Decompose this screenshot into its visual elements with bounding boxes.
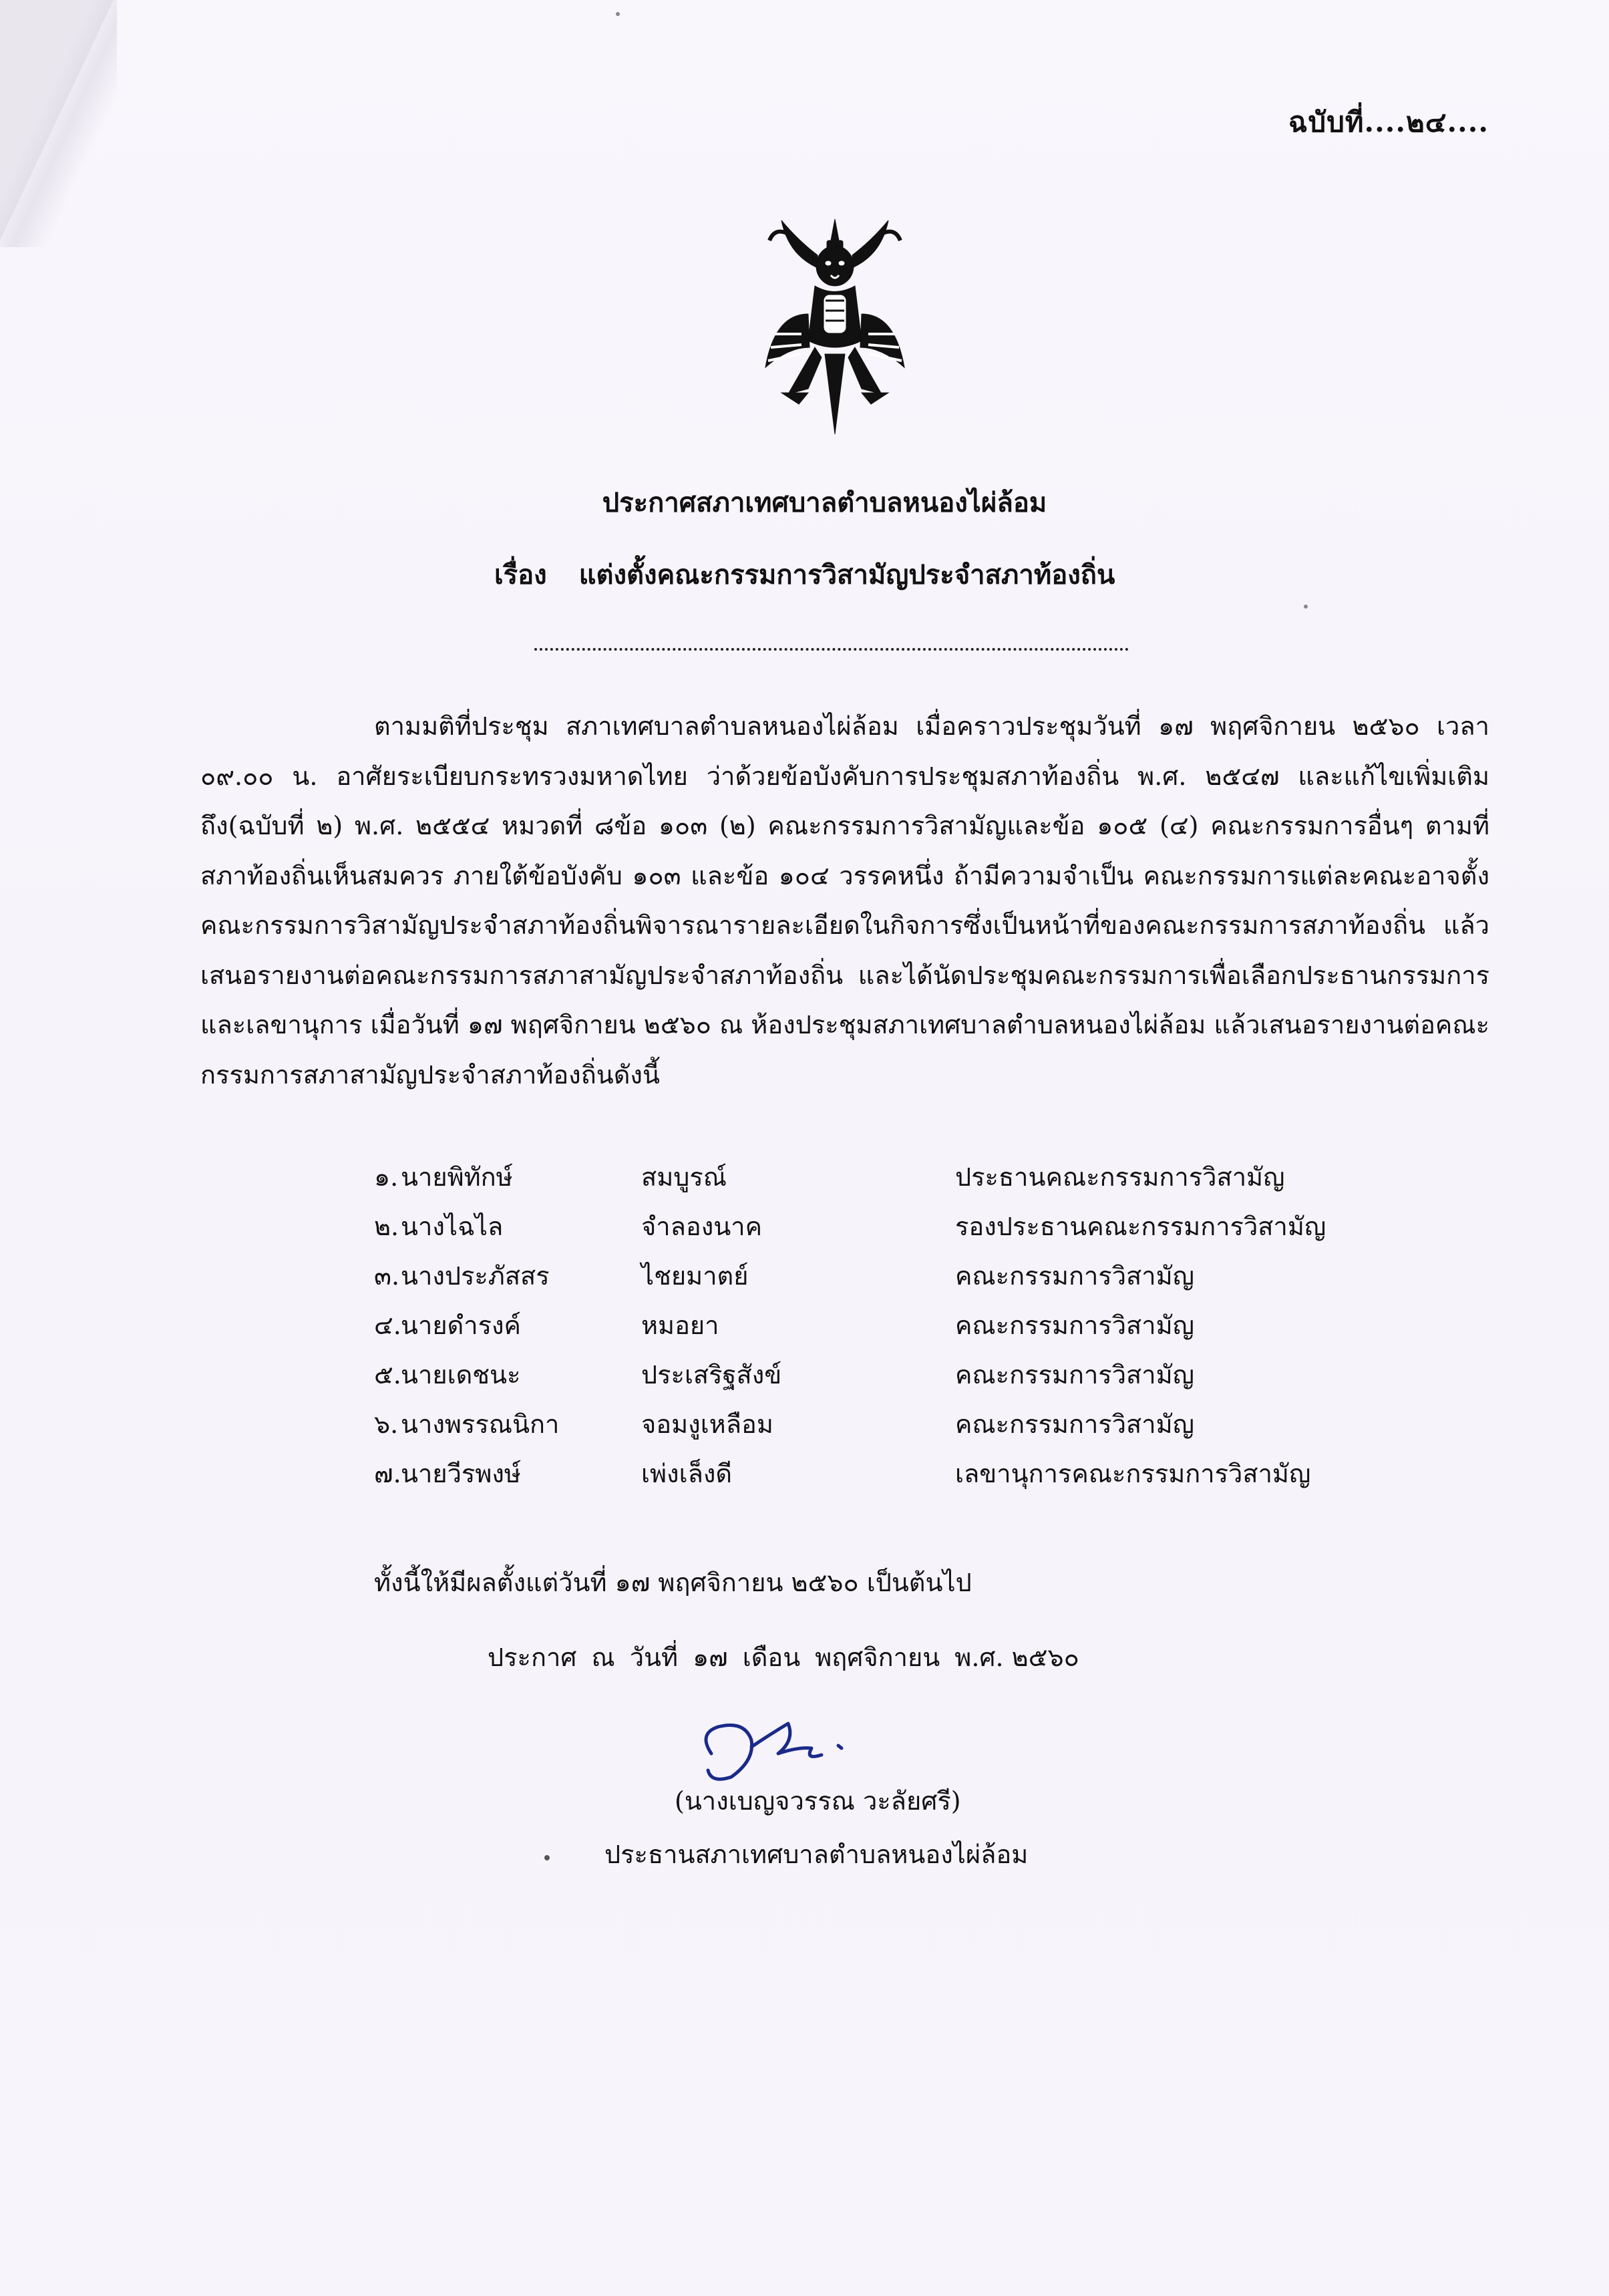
member-first-name: นายพิทักษ์ [401,1162,513,1192]
garuda-emblem-icon [761,214,908,441]
member-first-name: นางไฉไล [401,1212,504,1241]
member-role: คณะกรรมการวิสามัญ [955,1360,1195,1389]
list-item: ๕. นายเดชนะ ประเสริฐสังข์ คณะกรรมการวิสามัญ [374,1350,1326,1400]
member-list [374,1152,1326,1498]
list-item: ๔. นายดำรงค์ หมอยา คณะกรรมการวิสามัญ [374,1301,1326,1350]
member-first-name: นายวีรพงษ์ [401,1459,521,1488]
member-last-name: จำลองนาค [641,1212,763,1241]
member-last-name: จอมงูเหลือม [641,1410,773,1439]
member-first-name: นายดำรงค์ [401,1311,521,1340]
list-item: ๒. นางไฉไล จำลองนาค รองประธานคณะกรรมการวิสามัญ [374,1202,1326,1251]
member-first-name: นางประภัสสร [401,1261,550,1291]
member-role: คณะกรรมการวิสามัญ [955,1410,1195,1439]
subject-label: เรื่อง [494,559,547,591]
list-item: ๖. นางพรรณนิกา จอมงูเหลือม คณะกรรมการวิสามัญ [374,1400,1326,1449]
member-role: รองประธานคณะกรรมการวิสามัญ [955,1212,1326,1241]
effective-date-line: ทั้งนี้ให้มีผลตั้งแต่วันที่ ๑๗ พฤศจิกายน ๒๕๖๐ เป็นต้นไป [374,1568,972,1597]
member-last-name: สมบูรณ์ [641,1162,727,1192]
member-role: คณะกรรมการวิสามัญ [955,1311,1195,1340]
member-role: เลขานุการคณะกรรมการวิสามัญ [955,1459,1311,1488]
announcement-date-line: ประกาศ ณ วันที่ ๑๗ เดือน พฤศจิกายน พ.ศ. ๒๕๖๐ [488,1643,1079,1672]
copy-number: ฉบับที่....๒๔.... [1288,106,1489,138]
subject-line [494,553,1115,596]
signer-title: ประธานสภาเทศบาลตำบลหนองไผ่ล้อม [604,1840,1029,1869]
member-first-name: นางพรรณนิกา [401,1410,560,1439]
member-last-name: หมอยา [641,1311,719,1340]
member-role: ประธานคณะกรรมการวิสามัญ [955,1162,1285,1192]
subject-text: แต่งตั้งคณะกรรมการวิสามัญประจำสภาท้องถิ่น [578,559,1115,591]
member-last-name: เพ่งเล็งดี [641,1459,733,1488]
list-item: ๓. นางประภัสสร ไชยมาตย์ คณะกรรมการวิสามัญ [374,1251,1326,1301]
dotted-divider [534,648,1129,651]
signature [671,1713,912,1787]
document-title: ประกาศสภาเทศบาลตำบลหนองไผ่ล้อม [602,487,1047,518]
member-role: คณะกรรมการวิสามัญ [955,1261,1195,1291]
member-first-name: นายเดชนะ [401,1360,521,1389]
member-last-name: ไชยมาตย์ [641,1261,749,1291]
list-item: ๑. นายพิทักษ์ สมบูรณ์ ประธานคณะกรรมการวิสามัญ [374,1152,1326,1202]
signer-name: (นางเบญจวรรณ วะลัยศรี) [675,1786,961,1816]
list-item: ๗. นายวีรพงษ์ เพ่งเล็งดี เลขานุการคณะกรรมการวิสามัญ [374,1449,1326,1498]
body-paragraph: ตามมติที่ประชุม สภาเทศบาลตำบลหนองไผ่ล้อม เมื่อคราวประชุมวันที่ ๑๗ พฤศจิกายน ๒๕๖๐ เวลา ๐๙.๐๐ น. อาศัยระเบียบกระทรวงมหาดไทย ว่าด้วยข้อบังคับการประชุมสภาท้องถิ่น พ.ศ. ๒๕๔๗ และแก้ไขเพิ่มเติมถึง(ฉบับที่ ๒) พ.ศ. ๒๕๕๔ หมวดที่ ๘ข้อ ๑๐๓ (๒) คณะกรรมการวิสามัญและข้อ ๑๐๕ (๔) คณะกรรมการอื่นๆ ตามที่สภาท้องถิ่นเห็นสมควร ภายใต้ข้อบังคับ ๑๐๓ และข้อ ๑๐๔ วรรคหนึ่ง ถ้ามีความจำเป็น คณะกรรมการแต่ละคณะอาจตั้งคณะกรรมการวิสามัญประจำสภาท้องถิ่นพิจารณารายละเอียดในกิจการซึ่งเป็นหน้าที่ของคณะกรรมการสภาท้องถิ่น แล้วเสนอรายงานต่อคณะกรรมการสภาสามัญประจำสภาท้องถิ่น และได้นัดประชุมคณะกรรมการเพื่อเลือกประธานกรรมการและเลขานุการ เมื่อวันที่ ๑๗ พฤศจิกายน ๒๕๖๐ ณ ห้องประชุมสภาเทศบาลตำบลหนองไผ่ล้อม แล้วเสนอรายงานต่อคณะกรรมการสภาสามัญประจำสภาท้องถิ่นดังนี้ [200,711,1490,1090]
member-last-name: ประเสริฐสังข์ [641,1360,782,1389]
